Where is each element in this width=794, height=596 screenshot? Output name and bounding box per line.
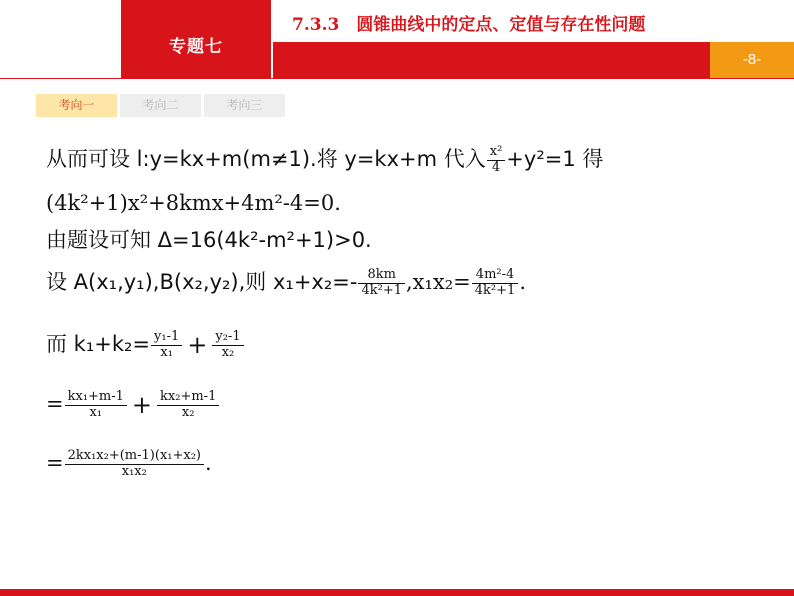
substituted-k2-fraction: $\frac{\text{kx₂+m-1}}{\text{x₂}}$ bbox=[157, 390, 219, 421]
solution-line-6 bbox=[46, 390, 220, 421]
k1-fraction: $\frac{\text{y₁-1}}{\text{x₁}}$ bbox=[151, 330, 182, 361]
tab-direction-3[interactable]: 考向三 bbox=[204, 94, 285, 117]
line4-end: . bbox=[519, 269, 526, 294]
header-left-blank bbox=[0, 0, 121, 78]
header-red-strip bbox=[273, 42, 710, 78]
sum-roots-fraction: $\frac{8km}{\text{4k²+1}}$ bbox=[358, 268, 405, 299]
page-number-badge bbox=[710, 42, 794, 78]
solution-line-7 bbox=[46, 449, 212, 480]
header-title-bar bbox=[273, 0, 794, 42]
solution-line-5 bbox=[46, 330, 245, 361]
line4-mid: ,x₁x₂= bbox=[405, 269, 471, 294]
line4-text: 设 A(x₁,y₁),B(x₂,y₂),则 x₁+x₂=- bbox=[46, 269, 358, 294]
footer-bar bbox=[0, 589, 794, 596]
section-label-box bbox=[121, 0, 271, 78]
tab-direction-2[interactable]: 考向二 bbox=[120, 94, 201, 117]
page-title: 7.3.3 圆锥曲线中的定点、定值与存在性问题 bbox=[292, 15, 646, 35]
line6-equals: = bbox=[46, 391, 64, 416]
page-number: -8- bbox=[742, 51, 762, 68]
solution-line-3: 由题设可知 Δ=16(4k²-m²+1)>0. bbox=[46, 228, 372, 252]
line5-text: 而 k₁+k₂= bbox=[46, 331, 151, 356]
solution-line-1 bbox=[46, 145, 603, 176]
header-divider bbox=[0, 78, 794, 79]
plus-sign: + bbox=[187, 331, 208, 360]
ellipse-x-fraction: $\frac{\text{x²}}{4}$ bbox=[487, 145, 506, 176]
plus-sign: + bbox=[131, 391, 153, 420]
product-roots-fraction: $\frac{\text{4m²-4}}{\text{4k²+1}}$ bbox=[472, 268, 519, 299]
line7-end: . bbox=[205, 450, 212, 475]
line1-suffix: +y²=1 得 bbox=[506, 146, 604, 171]
solution-line-4 bbox=[46, 268, 526, 299]
substituted-k1-fraction: $\frac{\text{kx₁+m-1}}{\text{x₁}}$ bbox=[65, 390, 127, 421]
k2-fraction: $\frac{\text{y₂-1}}{\text{x₂}}$ bbox=[212, 330, 243, 361]
line7-equals: = bbox=[46, 450, 64, 475]
combined-fraction: $\frac{\text{2kx₁x₂+(m-1)(x₁+x₂)}}{\text{x₁x₂}}$ bbox=[65, 449, 204, 480]
solution-line-2: (4k²+1)x²+8kmx+4m²-4=0. bbox=[46, 191, 341, 215]
section-label: 专题七 bbox=[169, 37, 223, 57]
line1-text: 从而可设 l:y=kx+m(m≠1).将 y=kx+m 代入 bbox=[46, 146, 486, 171]
tab-direction-1[interactable]: 考向一 bbox=[36, 94, 117, 117]
